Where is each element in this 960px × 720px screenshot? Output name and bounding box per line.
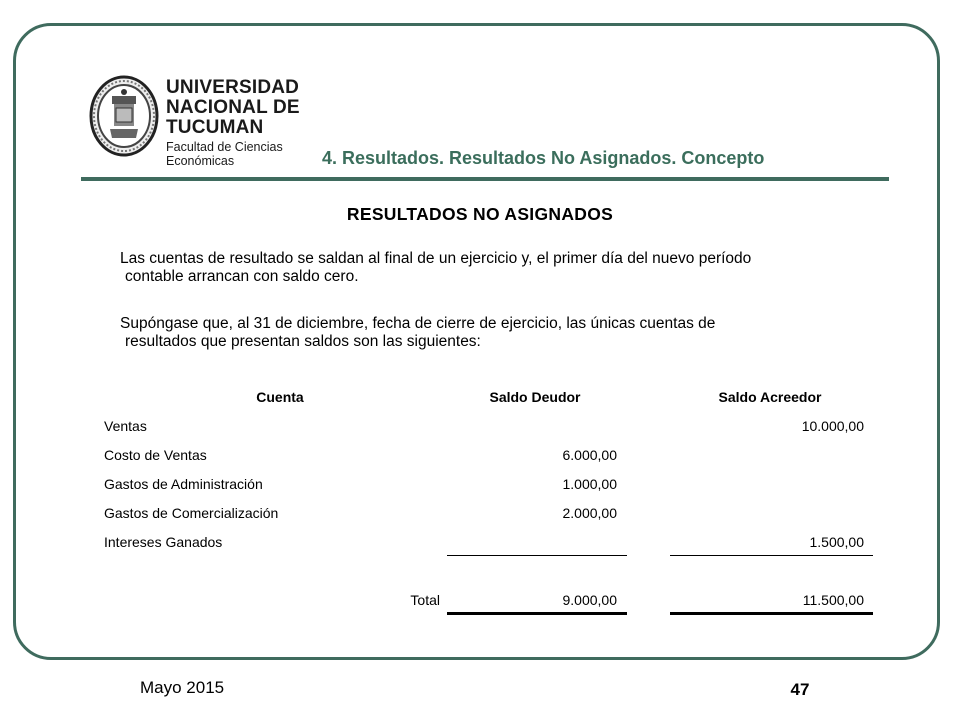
total-rule-deudor xyxy=(447,612,627,615)
paragraph-2-line-2: resultados que presentan saldos son las siguientes: xyxy=(125,333,481,350)
total-deudor: 9.000,00 xyxy=(562,592,617,608)
paragraph-1-line-2: contable arrancan con saldo cero. xyxy=(125,268,359,285)
header-cuenta: Cuenta xyxy=(256,389,304,405)
row-gastos-administracion-deudor: 1.000,00 xyxy=(562,476,617,492)
subtotal-rule-deudor xyxy=(447,555,627,556)
total-acreedor: 11.500,00 xyxy=(802,592,864,608)
row-gastos-comercializacion-deudor: 2.000,00 xyxy=(562,505,617,521)
header-saldo-acreedor: Saldo Acreedor xyxy=(718,389,822,405)
row-cuenta-costo-ventas: Costo de Ventas xyxy=(104,447,207,463)
page-number: 47 xyxy=(790,680,810,699)
footer-date: Mayo 2015 xyxy=(140,678,225,697)
row-cuenta-gastos-administracion: Gastos de Administración xyxy=(104,476,263,492)
subtotal-rule-acreedor xyxy=(670,555,873,556)
row-ventas-acreedor: 10.000,00 xyxy=(801,418,864,434)
paragraph-2-line-1: Supóngase que, al 31 de diciembre, fecha de cierre de ejercicio, las únicas cuentas de xyxy=(120,315,716,332)
paragraph-1-line-1: Las cuentas de resultado se saldan al final de un ejercicio y, el primer día del nuevo período xyxy=(120,250,752,267)
main-heading: RESULTADOS NO ASIGNADOS xyxy=(346,204,614,224)
row-intereses-ganados-acreedor: 1.500,00 xyxy=(809,534,864,550)
logo-line-3: TUCUMAN xyxy=(166,117,264,138)
row-cuenta-ventas: Ventas xyxy=(104,418,147,434)
logo-subtitle: Facultad de Ciencias Económicas xyxy=(166,140,283,168)
total-rule-acreedor xyxy=(670,612,873,615)
section-title: 4. Resultados. Resultados No Asignados. Concepto xyxy=(322,148,765,168)
row-cuenta-intereses-ganados: Intereses Ganados xyxy=(104,534,223,550)
header-saldo-deudor: Saldo Deudor xyxy=(489,389,581,405)
row-costo-ventas-deudor: 6.000,00 xyxy=(562,447,617,463)
row-cuenta-gastos-comercializacion: Gastos de Comercialización xyxy=(104,505,279,521)
total-label: Total xyxy=(410,592,440,608)
logo-line-2: NACIONAL DE xyxy=(166,97,300,118)
logo-line-1: UNIVERSIDAD xyxy=(166,77,300,98)
